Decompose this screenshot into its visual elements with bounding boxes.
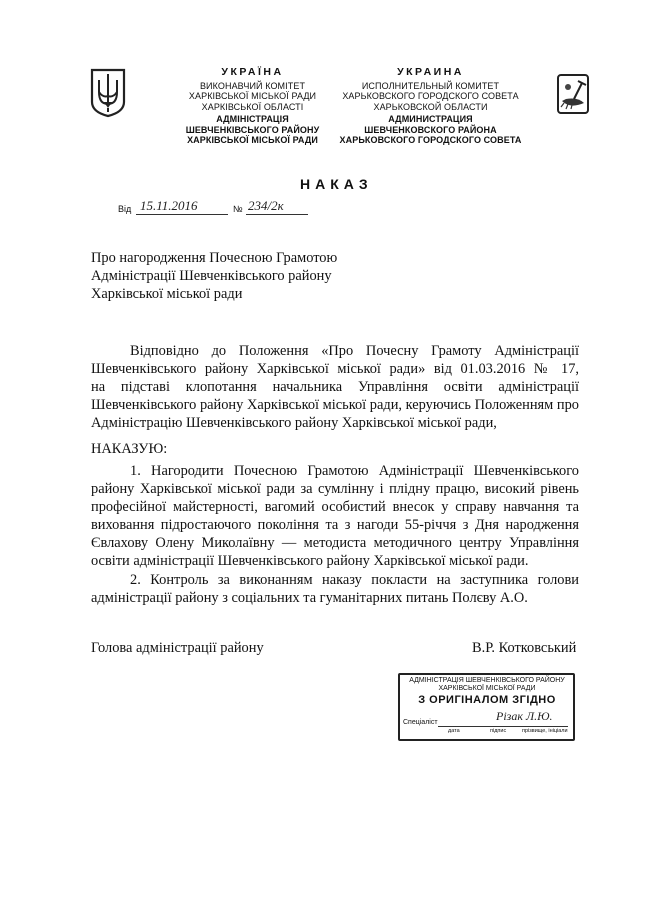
kharkiv-coat-of-arms-icon xyxy=(556,73,590,119)
item-line: Євлахову Олену Миколаївну — методиста методичного центру Управління xyxy=(91,535,579,551)
header-ua-country: УКРАЇНА xyxy=(221,66,284,78)
stamp-caption: дата xyxy=(448,728,460,734)
signature-position: Голова адміністрації району xyxy=(91,640,264,656)
header-ua-line2: ХАРКІВСЬКОЇ МІСЬКОЇ РАДИ xyxy=(188,91,317,101)
signature-name: В.Р. Котковський xyxy=(472,640,577,656)
header-ru-adm2: ШЕВЧЕНКОВСКОГО РАЙОНА xyxy=(364,124,497,135)
intro-line: Відповідно до Положення «Про Почесну Грамоту Адміністрації xyxy=(130,343,579,359)
header-ua xyxy=(160,67,345,146)
stamp-signature: Різак Л.Ю. xyxy=(496,709,553,723)
intro-line: на підставі клопотання начальника Управління освіти адміністрації xyxy=(91,379,579,395)
stamp-line2: ХАРКІВСЬКОЇ МІСЬКОЇ РАДИ xyxy=(438,685,536,692)
header-ru-line3: ХАРЬКОВСКОЙ ОБЛАСТИ xyxy=(373,101,488,112)
order-item-2 xyxy=(91,571,579,607)
header-ua-line1: ВИКОНАВЧИЙ КОМІТЕТ xyxy=(199,80,306,91)
header-ru xyxy=(338,67,523,146)
item-line: професійної майстерності, вагомий особистий внесок у справу навчання та xyxy=(91,499,579,515)
intro-line: Адміністрацію Шевченківського району Харківської міської ради, xyxy=(91,415,497,431)
intro-paragraph xyxy=(91,342,579,432)
order-word: НАКАЗУЮ: xyxy=(91,441,168,457)
header-ru-country: УКРАИНА xyxy=(397,66,464,78)
header-ru-line2: ХАРЬКОВСКОГО ГОРОДСКОГО СОВЕТА xyxy=(342,91,519,101)
intro-line: Шевченківського району Харківської міської ради» від 01.03.2016 № 17, xyxy=(91,361,579,377)
item-line: 1. Нагородити Почесною Грамотою Адміністрації Шевченківського xyxy=(130,463,579,479)
header-ua-adm2: ШЕВЧЕНКІВСЬКОГО РАЙОНУ xyxy=(185,124,320,135)
certification-stamp xyxy=(398,673,575,741)
number-label: № xyxy=(233,204,243,214)
item-line: адміністрації району з соціальних та гуманітарних питань Полєву А.О. xyxy=(91,590,528,606)
stamp-line1: АДМІНІСТРАЦІЯ ШЕВЧЕНКІВСЬКОГО РАЙОНУ xyxy=(409,677,565,684)
header-ua-adm3: ХАРКІВСЬКОЇ МІСЬКОЇ РАДИ xyxy=(187,135,318,145)
stamp-caption: підпис xyxy=(490,728,507,734)
date-number-line xyxy=(118,198,318,218)
item-line: району Харківської міської ради за сумлінну і плідну працю, високий рівень xyxy=(91,481,579,497)
header-ru-line1: ИСПОЛНИТЕЛЬНЫЙ КОМИТЕТ xyxy=(361,80,500,91)
document-title: НАКАЗ xyxy=(300,176,373,192)
date-label: Від xyxy=(118,204,132,214)
trident-coat-of-arms-icon xyxy=(90,68,126,118)
subject-line: Харківської міської ради xyxy=(91,286,243,302)
stamp-main: З ОРИГІНАЛОМ ЗГІДНО xyxy=(418,694,556,706)
header-ua-adm1: АДМІНІСТРАЦІЯ xyxy=(216,114,289,124)
intro-line: Шевченківського району Харківської міської ради, керуючись Положенням про xyxy=(91,397,579,413)
stamp-role: Спеціаліст xyxy=(403,719,438,726)
order-item-1 xyxy=(91,462,579,570)
header-ru-adm3: ХАРЬКОВСКОГО ГОРОДСКОГО СОВЕТА xyxy=(339,135,522,145)
subject-line: Адміністрації Шевченківського району xyxy=(91,268,332,284)
item-line: виховання підростаючого покоління та з нагоди 55-річчя з Дня народження xyxy=(91,517,579,533)
item-line: освіти адміністрації Шевченківського району Харківської міської ради. xyxy=(91,553,529,569)
subject-line: Про нагородження Почесною Грамотою xyxy=(91,250,338,266)
number-value: 234/2к xyxy=(248,198,284,213)
header-ru-adm1: АДМИНИСТРАЦИЯ xyxy=(388,114,473,124)
date-value: 15.11.2016 xyxy=(140,198,198,213)
subject xyxy=(91,249,337,303)
item-line: 2. Контроль за виконанням наказу покласти на заступника голови xyxy=(130,572,579,588)
header-ua-line3: ХАРКІВСЬКОЇ ОБЛАСТІ xyxy=(201,101,304,112)
stamp-caption: прізвище, ініціали xyxy=(522,728,568,734)
